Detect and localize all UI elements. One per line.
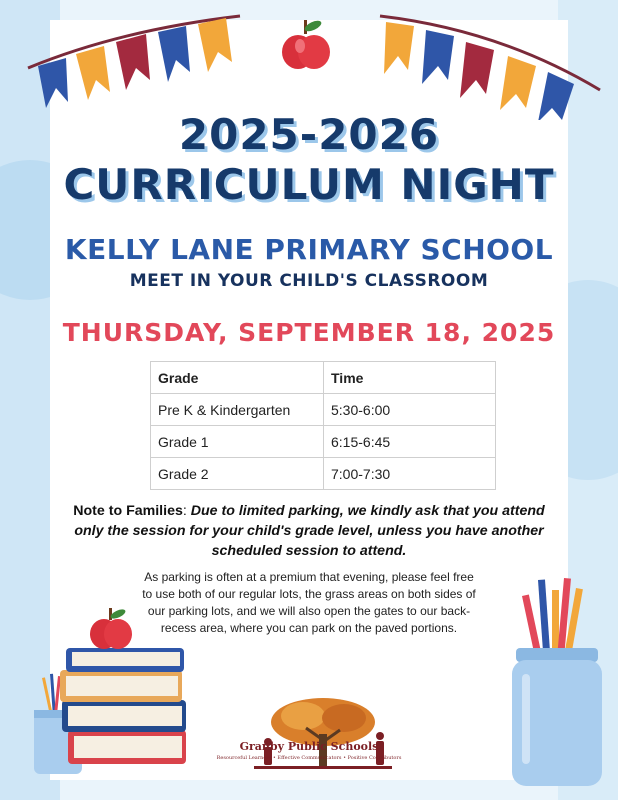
grade-cell: Pre K & Kindergarten — [151, 394, 324, 426]
note-text: Due to limited parking, we kindly ask that you attend only the session for your child's grade level, unless you have another scheduled session to attend. — [74, 503, 545, 559]
table-header-row — [151, 362, 496, 394]
apple-icon — [282, 19, 330, 69]
flag-icon — [384, 22, 414, 74]
grade-cell: Grade 1 — [151, 426, 324, 458]
flag-icon — [158, 26, 190, 82]
flag-icon — [460, 42, 494, 98]
flag-icon — [422, 30, 454, 84]
school-name: KELLY LANE PRIMARY SCHOOL — [64, 233, 554, 266]
apple-icon — [90, 607, 132, 649]
time-cell: 6:15-6:45 — [324, 426, 496, 458]
grade-cell: Grade 2 — [151, 458, 324, 490]
column-header-time: Time — [324, 362, 496, 394]
time-cell: 5:30-6:00 — [324, 394, 496, 426]
schedule-table — [150, 361, 496, 490]
logo-name: Granby Public Schools — [239, 740, 379, 753]
year-title: 2025-2026 — [178, 110, 440, 159]
event-date: THURSDAY, SEPTEMBER 18, 2025 — [62, 318, 556, 347]
flag-icon — [198, 18, 232, 72]
table-row — [151, 426, 496, 458]
location-subtitle: MEET IN YOUR CHILD'S CLASSROOM — [129, 271, 489, 291]
table-row — [151, 394, 496, 426]
event-title: CURRICULUM NIGHT — [63, 160, 555, 209]
school-logo-icon — [248, 694, 398, 774]
note-label: Note to Families — [73, 503, 183, 519]
flag-icon — [500, 56, 536, 110]
time-cell: 7:00-7:30 — [324, 458, 496, 490]
flag-icon — [38, 58, 68, 108]
parking-paragraph: As parking is often at a premium that evening, please feel free to use both of our regular lots, the grass areas on both sides of our parking lots, and we will also open the gates to our back-recess area, where you can park on the paved portions. — [142, 570, 476, 635]
families-note: Note to Families: Due to limited parking, we kindly ask that you attend only the session for your child's grade level, unless you have another scheduled session to attend. — [73, 503, 545, 559]
table-row — [151, 458, 496, 490]
logo-tagline: Resourceful Learners • Effective Communicators • Positive Contributors — [216, 755, 402, 761]
flag-icon — [116, 34, 150, 90]
flag-icon — [76, 46, 110, 100]
column-header-grade: Grade — [151, 362, 324, 394]
bunting-banner — [0, 0, 618, 120]
